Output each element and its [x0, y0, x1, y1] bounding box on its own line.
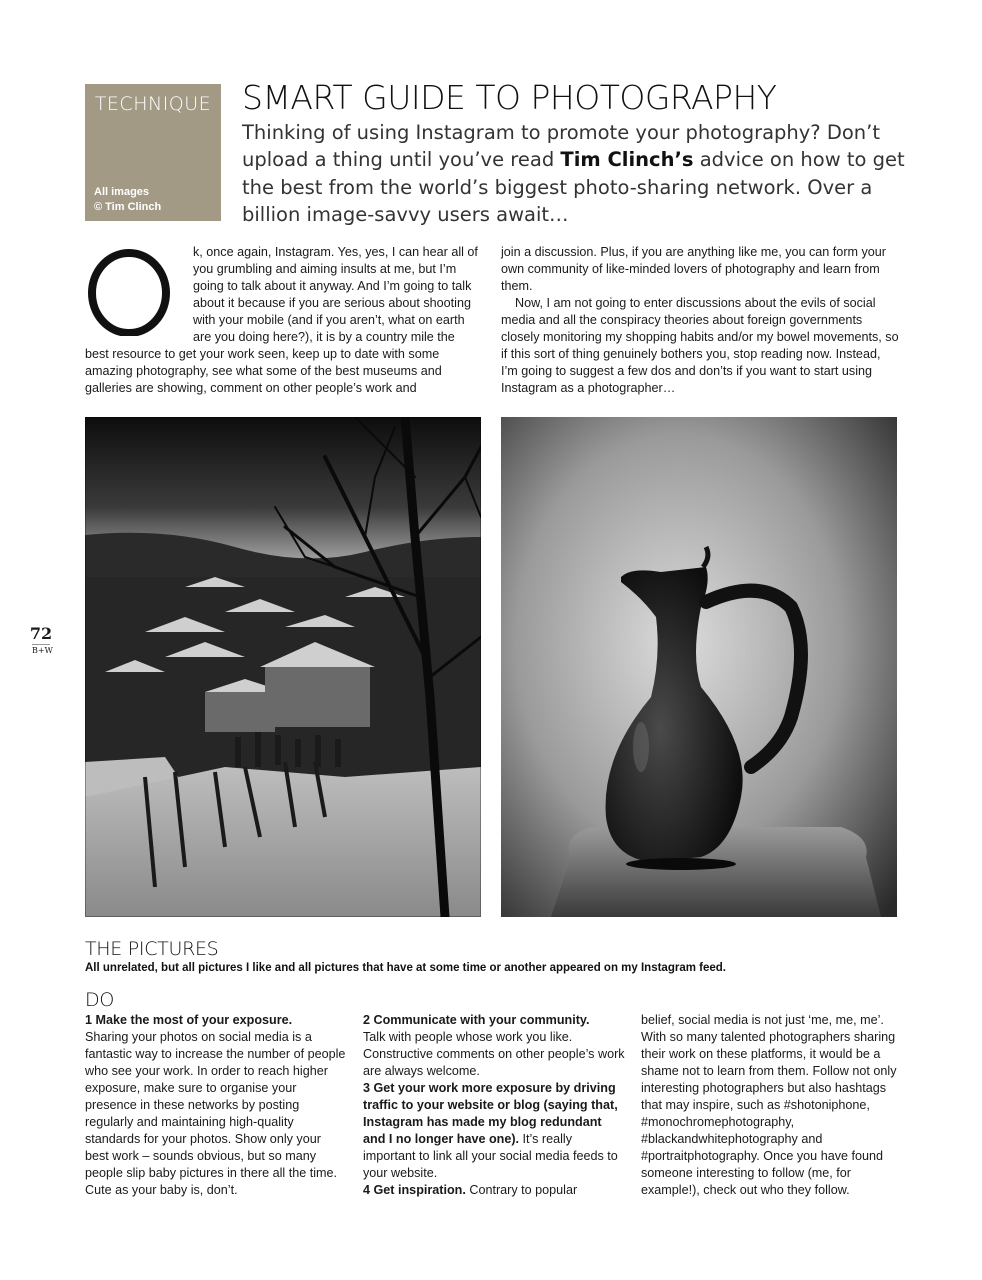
technique-label-box	[85, 84, 221, 221]
author-name: Tim Clinch’s	[560, 148, 694, 172]
intro-text-1: k, once again, Instagram. Yes, yes, I can hear all of you grumbling and aiming insults at me, but I’m going to talk about it anyway. And I’m going to talk about it because if you are serious about shooting with your mobile (and if you aren’t, what on earth are you doing here?), it is by a country mile the best resource to get your work seen, keep up to date with some amazing photography, see what some of the best museums and galleries are showing, comment on other people’s work and	[85, 245, 478, 395]
do-item-4-text: Contrary to popular	[465, 1183, 578, 1197]
do-item-4-continued: belief, social media is not just ‘me, me, me’. With so many talented photographers sharing their work on these platforms, it would be a shame not to learn from them. Follow not only interesting photographers but also hashtags that may inspire, such as #shotoniphone, #monochromephotography, #blackandwhitephotography and #portraitphotography. Once you have found someone interesting to follow (me, for example!), check out who they follow.	[641, 1013, 897, 1197]
do-item-2-text: Talk with people whose work you like. Constructive comments on other people’s work are always welcome.	[363, 1030, 625, 1078]
do-item-4-title: 4 Get inspiration.	[363, 1183, 466, 1197]
intro-column-2	[501, 244, 899, 397]
do-item-1-title: 1 Make the most of your exposure.	[85, 1013, 293, 1027]
do-column-1	[85, 1012, 347, 1199]
drop-cap-o-glyph	[85, 246, 175, 336]
intro-paragraph-1: join a discussion. Plus, if you are anything like me, you can form your own community of like-minded lovers of photography and learn from them.	[501, 245, 886, 293]
image-credit: All images © Tim Clinch	[94, 186, 162, 213]
do-column-3	[641, 1012, 903, 1199]
drop-cap	[85, 246, 185, 342]
photo-snowy-village	[85, 417, 481, 917]
article-standfirst: Thinking of using Instagram to promote your photography? Don’t upload a thing until you’ve read Tim Clinch’s advice on how to get the best from the world’s biggest photo-sharing network. Over a billion image-savvy users await…	[242, 121, 905, 226]
intro-column-1	[85, 244, 481, 397]
section-label: TECHNIQUE	[94, 93, 212, 115]
photo-pitcher-still-life	[501, 417, 897, 917]
page-folio	[24, 624, 58, 655]
do-item-3-text: It’s really important to link all your social media feeds to your website.	[363, 1132, 618, 1180]
magazine-mark: B+W	[32, 646, 53, 655]
intro-paragraph-2: Now, I am not going to enter discussions about the evils of social media and all the conspiracy theories about foreign governments closely monitoring my shopping habits and/or my bowel movements, so if this sort of thing genuinely bothers you, stop reading now. Instead, I’m going to suggest a few dos and don’ts if you want to start using Instagram as a photographer…	[501, 296, 899, 395]
do-column-2	[363, 1012, 625, 1199]
do-item-3-title: 3 Get your work more exposure by driving traffic to your website or blog (saying that, Instagram has made my blog redundant and I no longer have one).	[363, 1081, 618, 1146]
pictures-heading: THE PICTURES	[85, 938, 219, 960]
do-item-1-text: Sharing your photos on social media is a fantastic way to increase the number of people who see your work. In order to reach higher exposure, make sure to organise your presence in these networks by posting regularly and maintaining high-quality standards for your photos. Show only your best work – sounds obvious, but so many people slip baby pictures in there all the time. Cute as your baby is, don’t.	[85, 1030, 346, 1197]
page-number: 72	[29, 624, 53, 643]
do-heading: DO	[85, 989, 114, 1011]
pictures-caption: All unrelated, but all pictures I like and all pictures that have at some time or another appeared on my Instagram feed.	[85, 962, 726, 974]
article-headline: SMART GUIDE TO PHOTOGRAPHY	[242, 78, 777, 117]
do-item-2-title: 2 Communicate with your community.	[363, 1013, 590, 1027]
